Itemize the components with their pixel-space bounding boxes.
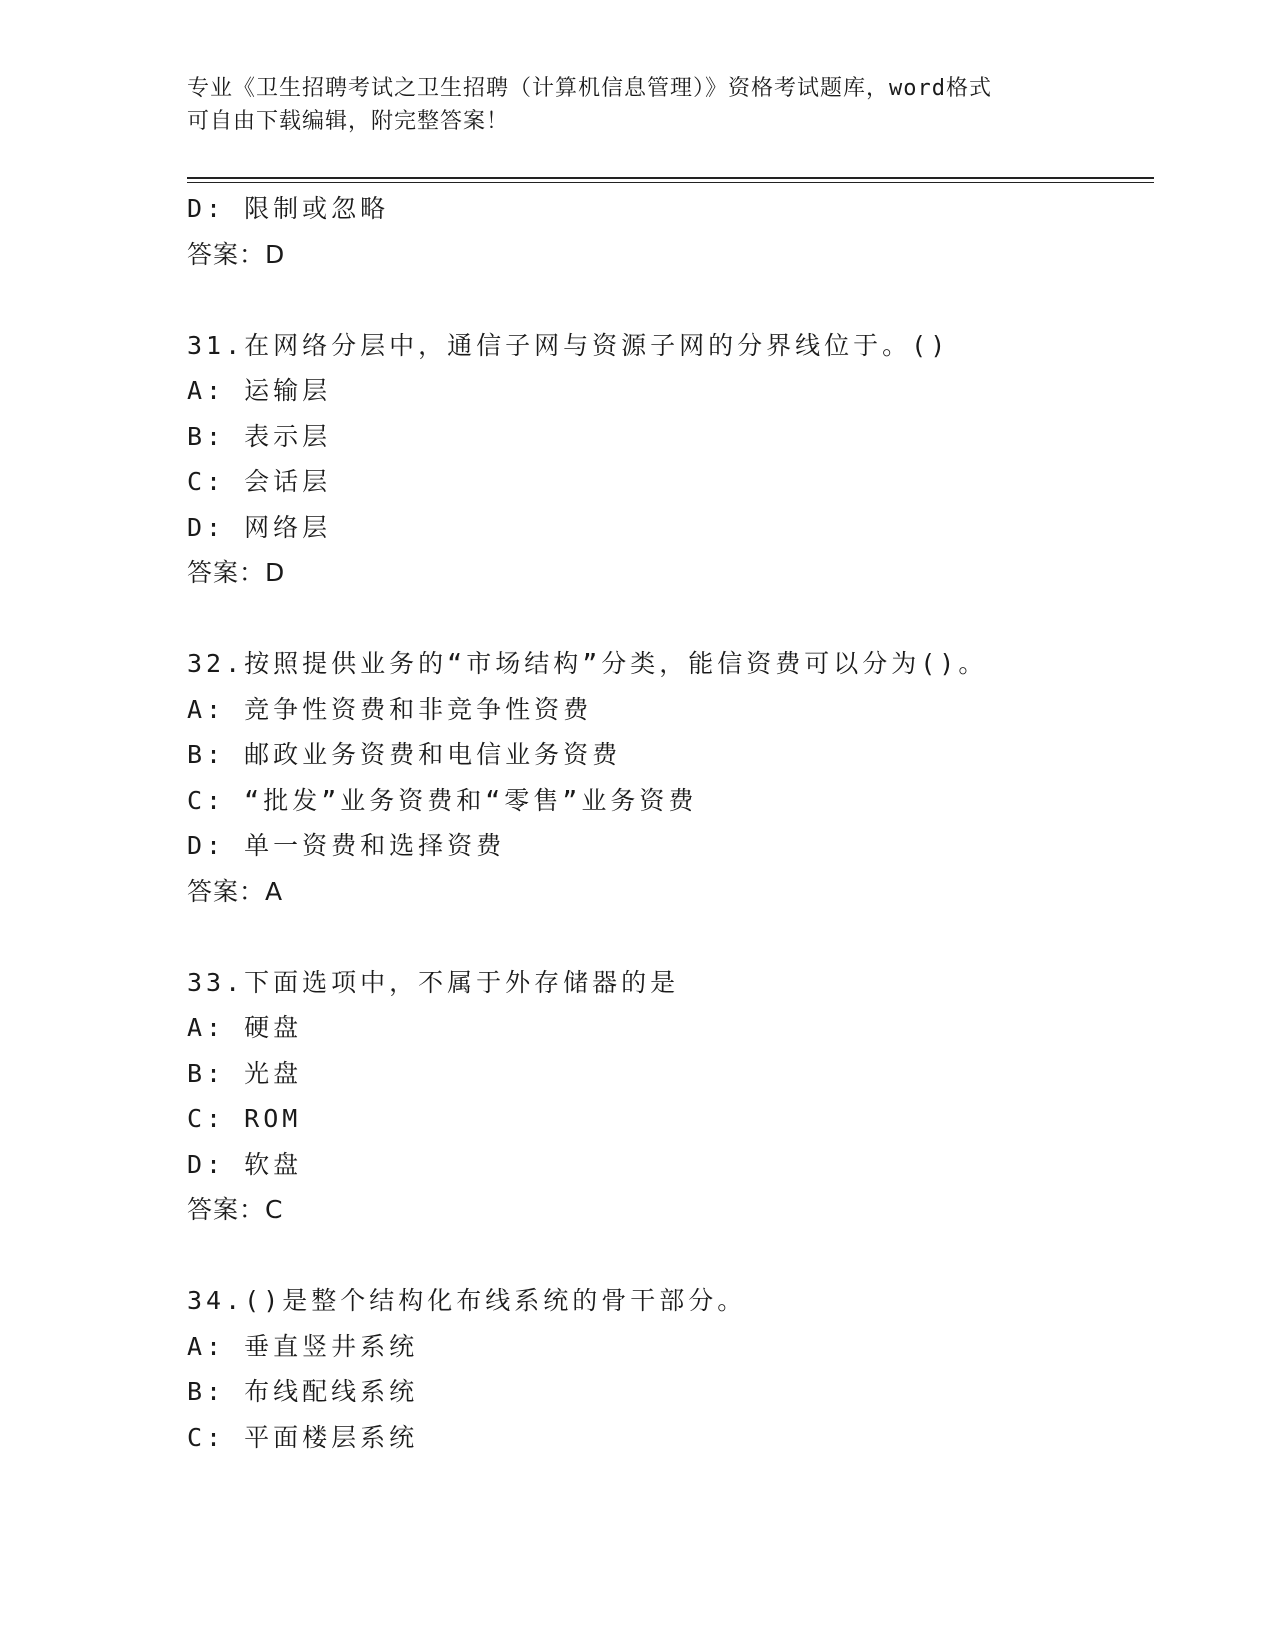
question-list [187,186,1147,1460]
option-b: B: 光盘 [187,1058,303,1088]
option-b: B: 布线配线系统 [187,1377,419,1406]
answer: 答案：C [187,1195,284,1224]
spacer [187,1233,1147,1279]
question-33 [187,960,1147,1233]
spacer [187,277,1147,323]
option-a: A: 硬盘 [187,1013,303,1042]
option-c: C: 会话层 [187,467,332,496]
option-c: C: “批发”业务资费和“零售”业务资费 [187,785,698,815]
option-b: B: 邮政业务资费和电信业务资费 [187,740,622,769]
answer: 答案：A [187,876,284,906]
question-stem: 31.在网络分层中，通信子网与资源子网的分界线位于。() [187,330,950,360]
option-a: A: 垂直竖井系统 [187,1331,419,1361]
option-c: C: 平面楼层系统 [187,1422,419,1452]
option-c: C: ROM [187,1104,302,1133]
question-stem: 34.()是整个结构化布线系统的骨干部分。 [187,1286,747,1315]
header-line-1: 专业《卫生招聘考试之卫生招聘（计算机信息管理）》资格考试题库，word格式 [187,76,992,101]
option-d: D: 软盘 [187,1149,303,1179]
option-b: B: 表示层 [187,421,332,451]
spacer [187,596,1147,642]
option-d: D: 网络层 [187,512,332,542]
prev-option-d: D: 限制或忽略 [187,194,390,223]
question-32 [187,641,1147,914]
document-header [187,72,1087,138]
header-divider-thin [187,182,1154,183]
option-a: A: 竞争性资费和非竞争性资费 [187,694,593,724]
question-31 [187,323,1147,596]
header-divider-thick [187,177,1154,179]
answer: 答案：D [187,558,286,587]
question-stem: 32.按照提供业务的“市场结构”分类，能信资费可以分为()。 [187,649,988,678]
option-d: D: 单一资费和选择资费 [187,831,506,860]
question-stem: 33.下面选项中，不属于外存储器的是 [187,967,680,997]
prev-answer: 答案：D [187,239,286,269]
option-a: A: 运输层 [187,376,332,405]
question-34 [187,1278,1147,1460]
spacer [187,914,1147,960]
header-line-2: 可自由下载编辑，附完整答案！ [187,109,510,134]
